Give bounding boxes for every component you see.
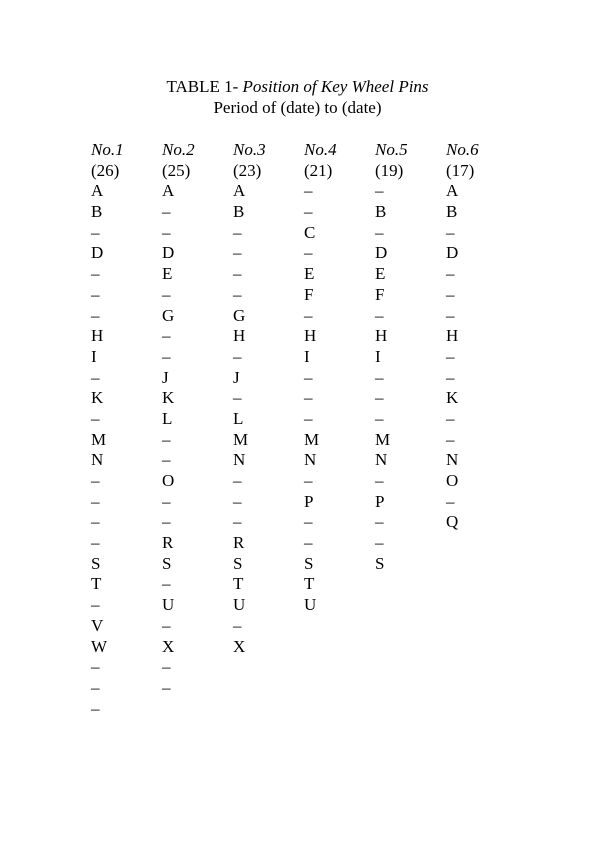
pin-cell: F [304, 284, 314, 304]
pin-cell: M [91, 429, 107, 449]
pin-cell: – [375, 471, 384, 490]
pin-cell: B [375, 202, 387, 222]
pin-cell: – [91, 512, 100, 532]
title-line [0, 76, 595, 97]
pin-cell: N [91, 450, 104, 470]
pin-cell: E [375, 264, 386, 284]
wheel-column-2 [162, 140, 222, 699]
pin-cell: W [91, 636, 108, 656]
pin-cell: – [375, 181, 384, 201]
pin-cell: N [304, 450, 317, 470]
wheel-column-5 [375, 140, 435, 574]
pin-cell: S [91, 553, 101, 573]
pin-cell: Q [446, 512, 459, 532]
pin-cell: – [233, 243, 242, 263]
wheel-column-6 [446, 140, 506, 533]
pin-cell: K [446, 388, 459, 408]
wheel-column-1 [91, 140, 151, 719]
pin-cell: B [91, 202, 103, 222]
pin-cell: – [375, 222, 384, 242]
pin-cell: – [162, 284, 171, 304]
wheel-column-3 [233, 140, 293, 657]
pin-cell: – [233, 512, 242, 532]
pin-cell: U [162, 595, 175, 615]
pin-cell: G [233, 305, 246, 325]
pin-cell: N [446, 450, 459, 470]
pin-cell: I [304, 346, 310, 366]
pin-cell: – [162, 222, 171, 242]
column-header: No.2 [162, 140, 195, 159]
pin-cell: – [304, 408, 313, 428]
pin-cell: – [304, 367, 313, 387]
pin-cell: J [233, 367, 240, 387]
pin-cell: – [304, 202, 313, 222]
pin-cell: H [304, 326, 317, 346]
pin-cell: – [304, 243, 313, 263]
column-header: No.4 [304, 140, 337, 159]
pin-cell: – [162, 657, 171, 677]
pin-cell: D [446, 243, 459, 263]
pin-cell: – [233, 264, 242, 284]
pin-cell: – [91, 471, 100, 490]
column-header: No.6 [446, 140, 479, 159]
pin-cell: – [446, 305, 455, 325]
pin-cell: S [233, 553, 243, 573]
wheel-column-4 [304, 140, 364, 616]
pin-cell: – [304, 512, 313, 532]
pin-cell: – [446, 284, 455, 304]
column-count: (21) [304, 160, 333, 180]
column-count: (26) [91, 160, 120, 180]
pin-cell: B [233, 202, 245, 222]
pin-cell: J [162, 367, 169, 387]
pin-cell: H [233, 326, 246, 346]
pin-cell: – [233, 346, 242, 366]
pin-cell: – [91, 533, 100, 553]
pin-cell: – [91, 677, 100, 697]
pin-cell: – [304, 533, 313, 553]
pin-cell: – [304, 181, 313, 201]
pin-cell: – [446, 222, 455, 242]
pin-cell: D [91, 243, 104, 263]
pin-cell: H [91, 326, 104, 346]
table-title [0, 76, 595, 118]
pin-cell: X [233, 636, 246, 656]
pin-cell: – [375, 533, 384, 553]
pin-cell: – [233, 615, 242, 635]
pin-cell: – [233, 222, 242, 242]
pin-cell: – [446, 264, 455, 284]
pin-cell: – [233, 471, 242, 490]
pin-cell: U [233, 595, 246, 615]
pin-cell: – [91, 367, 100, 387]
pin-cell: – [91, 264, 100, 284]
pin-cell: V [91, 615, 104, 635]
pin-cell: – [446, 429, 455, 449]
pin-cell: E [304, 264, 315, 284]
pin-cell: A [446, 181, 459, 201]
pin-cell: – [91, 305, 100, 325]
pin-cell: – [233, 491, 242, 511]
pin-cell: E [162, 264, 173, 284]
pin-cell: S [375, 553, 385, 573]
pin-cell: – [375, 367, 384, 387]
title-italic: Position of Key Wheel Pins [242, 77, 429, 96]
column-count: (17) [446, 160, 475, 180]
pin-cell: F [375, 284, 385, 304]
pin-cell: – [162, 346, 171, 366]
pin-cell: A [91, 181, 104, 201]
pin-cell: – [162, 491, 171, 511]
pin-cell: H [446, 326, 459, 346]
pin-cell: T [91, 574, 102, 594]
column-count: (23) [233, 160, 262, 180]
pin-cell: – [162, 202, 171, 222]
column-count: (19) [375, 160, 404, 180]
title-subtitle: Period of (date) to (date) [213, 98, 382, 117]
pin-cell: B [446, 202, 458, 222]
pin-cell: L [162, 408, 173, 428]
pin-cell: K [91, 388, 104, 408]
pin-cell: – [91, 698, 100, 718]
column-header: No.1 [91, 140, 124, 159]
pin-cell: O [446, 471, 459, 490]
pin-cell: – [91, 408, 100, 428]
pin-cell: – [304, 471, 313, 490]
column-header: No.5 [375, 140, 408, 159]
pin-cell: – [91, 284, 100, 304]
pin-cell: I [375, 346, 381, 366]
pin-cell: K [162, 388, 175, 408]
pin-cell: U [304, 595, 317, 615]
pin-cell: D [162, 243, 175, 263]
pin-cell: – [233, 284, 242, 304]
pin-cell: M [375, 429, 391, 449]
pin-cell: – [446, 367, 455, 387]
pin-cell: T [304, 574, 315, 594]
pin-cell: – [162, 326, 171, 346]
pin-cell: X [162, 636, 175, 656]
pin-cell: – [304, 305, 313, 325]
pin-cell: N [375, 450, 388, 470]
pin-cell: – [446, 408, 455, 428]
pin-cell: T [233, 574, 244, 594]
pin-cell: – [375, 408, 384, 428]
pin-cell: N [233, 450, 246, 470]
pin-cell: – [446, 491, 455, 511]
pin-cell: – [233, 388, 242, 408]
pin-cell: – [162, 450, 171, 470]
pin-cell: R [162, 533, 174, 553]
column-header: No.3 [233, 140, 266, 159]
pin-cell: – [375, 305, 384, 325]
pin-cell: P [375, 491, 385, 511]
pin-cell: – [91, 595, 100, 615]
pin-cell: S [162, 553, 172, 573]
pin-cell: R [233, 533, 245, 553]
pin-cell: I [91, 346, 97, 366]
pin-cell: – [375, 512, 384, 532]
pin-cell: – [162, 574, 171, 594]
pin-cell: – [162, 512, 171, 532]
pin-cell: P [304, 491, 314, 511]
pin-cell: A [162, 181, 175, 201]
pin-cell: – [162, 677, 171, 697]
pin-cell: – [91, 491, 100, 511]
pin-cell: – [91, 657, 100, 677]
pin-cell: L [233, 408, 244, 428]
pin-cell: C [304, 222, 316, 242]
pin-cell: – [162, 615, 171, 635]
pin-cell: M [233, 429, 249, 449]
pin-cell: G [162, 305, 175, 325]
pin-cell: O [162, 471, 175, 490]
pin-cell: – [162, 429, 171, 449]
pin-cell: H [375, 326, 388, 346]
pin-cell: A [233, 181, 246, 201]
pin-cell: S [304, 553, 314, 573]
pin-cell: – [375, 388, 384, 408]
pin-cell: – [91, 222, 100, 242]
pin-cell: – [446, 346, 455, 366]
pin-cell: – [304, 388, 313, 408]
title-prefix: TABLE 1- [166, 77, 243, 96]
pin-cell: M [304, 429, 320, 449]
column-count: (25) [162, 160, 191, 180]
pin-cell: D [375, 243, 388, 263]
